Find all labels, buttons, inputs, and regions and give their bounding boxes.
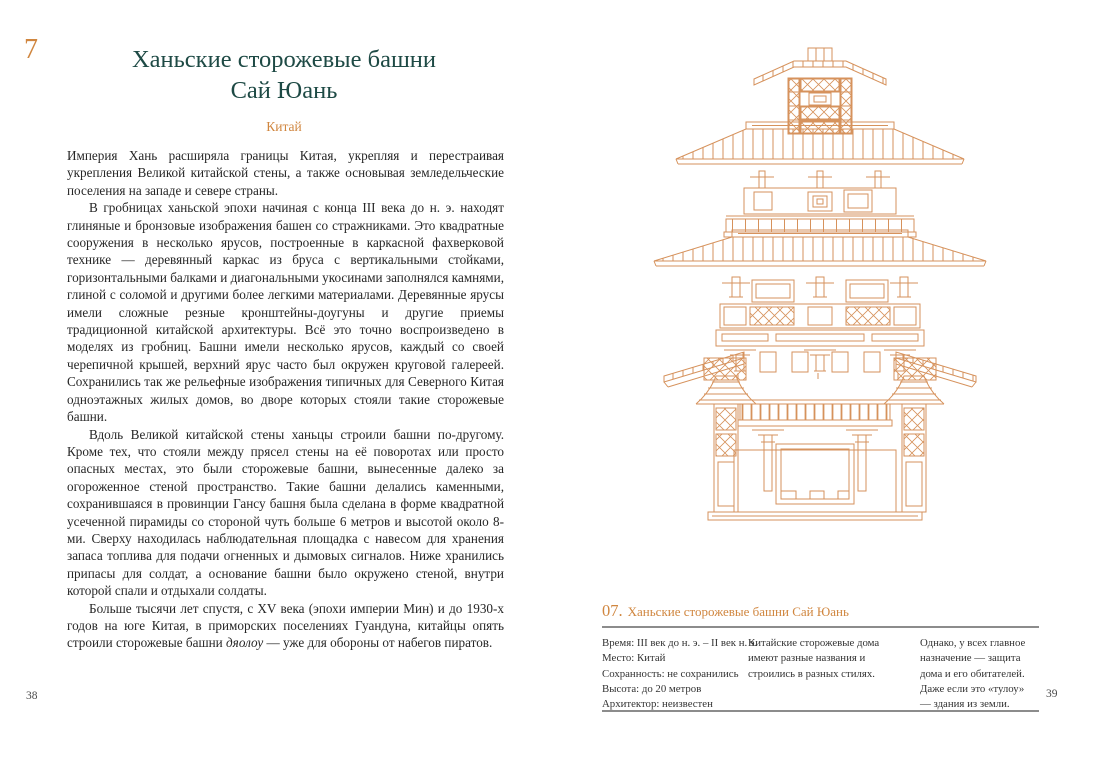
paragraph-1: Империя Хань расширяла границы Китая, укрепляя и перестраивая укрепления Великой китайской стены, а также основывая земледельческие поселения на западе и севере страны. — [67, 148, 504, 198]
chapter-title-line-1: Ханьские сторожевые башни — [131, 46, 437, 73]
figure-caption — [602, 601, 1039, 621]
watchtower-illustration — [648, 46, 1008, 530]
detail-time: Время: III век до н. э. – II век н. э. — [602, 637, 758, 649]
body-text — [67, 147, 504, 652]
detail-place: Место: Китай — [602, 652, 666, 665]
italic-term-diaolou: дяолоу — [226, 635, 264, 651]
chapter-number: 7 — [24, 34, 38, 65]
chapter-title-line-2: Сай Юань — [230, 77, 338, 104]
paragraph-4-end: — уже для обороны от набегов пиратов. — [263, 635, 493, 651]
paragraph-3: Вдоль Великой китайской стены ханьцы строили башни по-другому. Кроме тех, что стояли между прясел стены на её поворотах или просто опасных местах, это были сторожевые башни, вынесенные далеко за огороженное стеной пространство. Такие башни делались каменными, сохранившаяся в провинции Гансу башня была сделана в форме квадратной усеченной пирамиды со стороной чуть больше 6 метров и высотой около 8-ми. Сверху находилась наблюдательная площадка с навесом для хранения запаса топлива для подачи огненных и дымовых сигналов. Ниже хранились припасы для солдат, а основание башни было окружено стеной, внутри которой спали и отдыхали солдаты. — [67, 426, 504, 599]
chapter-title-block — [63, 44, 505, 135]
detail-preservation: Сохранность: не сохранились — [602, 667, 739, 680]
paragraph-2: В гробницах ханьской эпохи начиная с конца III века до н. э. находят глиняные и бронзовые изображения башен со стражниками. Это квадратные сооружения в несколько ярусов, построенные в каркасной фахверковой технике — деревянный каркас из бруса с вертикальными стойками, горизонтальными балками и диагональными укосинами заполнялся камнями, глиной с соломой и другими более легкими материалами. Деревянные ярусы имели сложные резные кронштейны-доугуны и другие приемы традиционной китайской архитектуры. Всё это точно воспроизведено в моделях из гробниц. Башни имели несколько ярусов, каждый со своей черепичной крышей, верхний ярус часто был окружен круговой галереей. Сохранились так же рельефные изображения типичных для Северного Китая одноэтажных жилых домов, во дворе которых стояли такие сторожевые башни. — [67, 200, 504, 425]
info-rule-top — [602, 626, 1039, 628]
info-column-note-1: Китайские сторожевые дома имеют разные названия и строились в разных стилях. — [748, 637, 880, 680]
detail-architect: Архитектор: неизвестен — [602, 698, 713, 711]
figure-caption-number: 07. — [602, 601, 623, 620]
page-number-left: 38 — [26, 690, 38, 702]
paragraph-4 — [67, 600, 504, 652]
page-number-right: 39 — [1046, 688, 1058, 700]
info-panel — [602, 636, 1039, 712]
info-rule-bottom — [602, 710, 1039, 712]
info-column-note-2: Однако, у всех главное назначение — защита дома и его обитателей. Даже если это «тулоу» — здания из земли. — [920, 637, 1026, 711]
chapter-subtitle-country: Китай — [266, 119, 302, 134]
info-column-details — [602, 636, 758, 712]
figure-caption-title: Ханьские сторожевые башни Сай Юань — [627, 604, 849, 619]
detail-height: Высота: до 20 метров — [602, 682, 702, 695]
paragraph-4-start: Больше тысячи лет спустя, с XV века (эпохи империи Мин) и до 1930-х годов на юге Китая, в приморских поселениях Гуандуна, китайцы опять строили сторожевые башни — [67, 600, 504, 651]
